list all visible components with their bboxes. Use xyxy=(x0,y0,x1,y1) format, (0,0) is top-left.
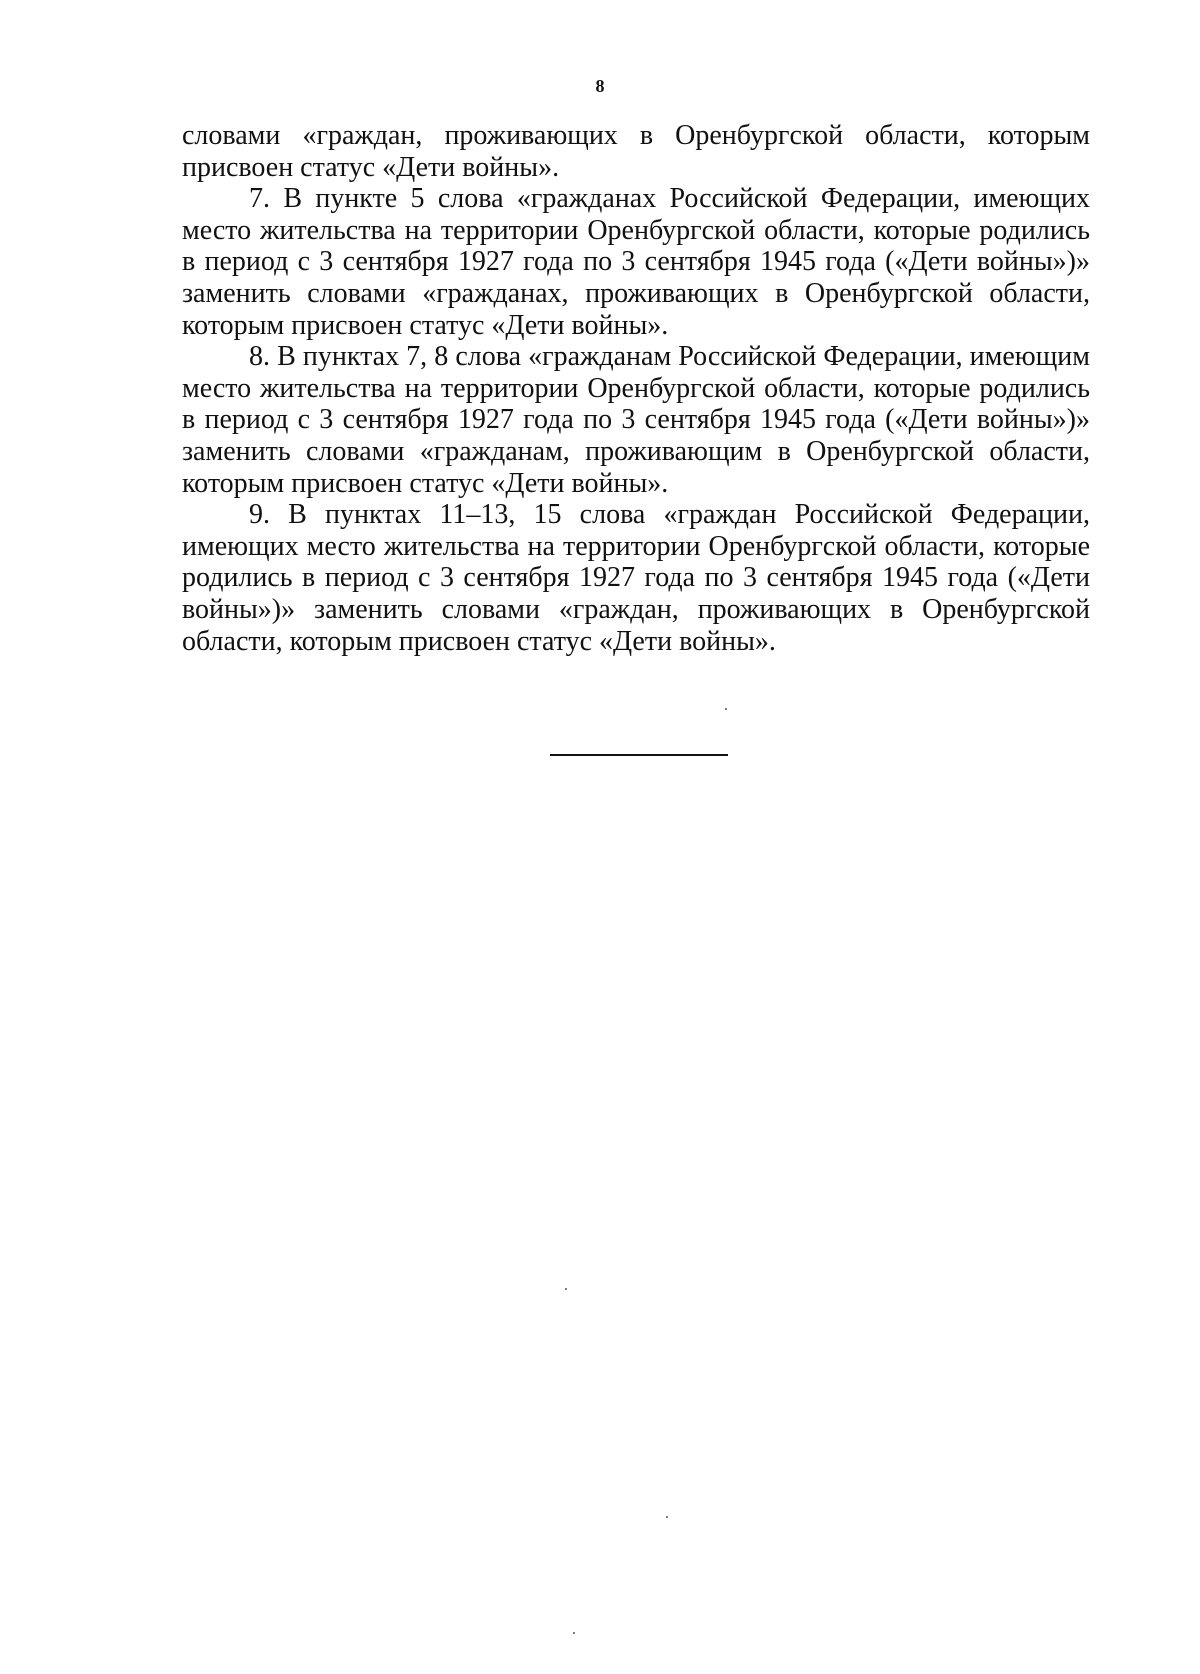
paragraph-item-9: 9. В пунктах 11–13, 15 слова «граждан Российской Федерации, имеющих место жительства на территории Оренбургской области, которые родились в период с 3 сентября 1927 года по 3 сентября 1945 года («Дети войны»)» заменить словами «граждан, проживающих в Оренбургской области, которым присвоен статус «Дети войны». xyxy=(182,499,1090,657)
document-body xyxy=(182,120,1090,657)
scan-speck xyxy=(666,1516,668,1518)
page-number: 8 xyxy=(595,76,605,96)
paragraph-item-7: 7. В пункте 5 слова «гражданах Российской Федерации, имеющих место жительства на территории Оренбургской области, которые родились в период с 3 сентября 1927 года по 3 сентября 1945 года («Дети войны»)» заменить словами «гражданах, проживающих в Оренбургской области, которым присвоен статус «Дети войны». xyxy=(182,183,1090,341)
scan-speck xyxy=(565,1288,567,1290)
scan-speck xyxy=(725,708,727,710)
paragraph-continuation: словами «граждан, проживающих в Оренбургской области, которым присвоен статус «Дети войны». xyxy=(182,120,1090,183)
end-of-document-rule xyxy=(550,754,728,756)
scan-speck xyxy=(573,1632,575,1634)
paragraph-item-8: 8. В пунктах 7, 8 слова «гражданам Российской Федерации, имеющим место жительства на территории Оренбургской области, которые родились в период с 3 сентября 1927 года по 3 сентября 1945 года («Дети войны»)» заменить словами «гражданам, проживающим в Оренбургской области, которым присвоен статус «Дети войны». xyxy=(182,341,1090,499)
